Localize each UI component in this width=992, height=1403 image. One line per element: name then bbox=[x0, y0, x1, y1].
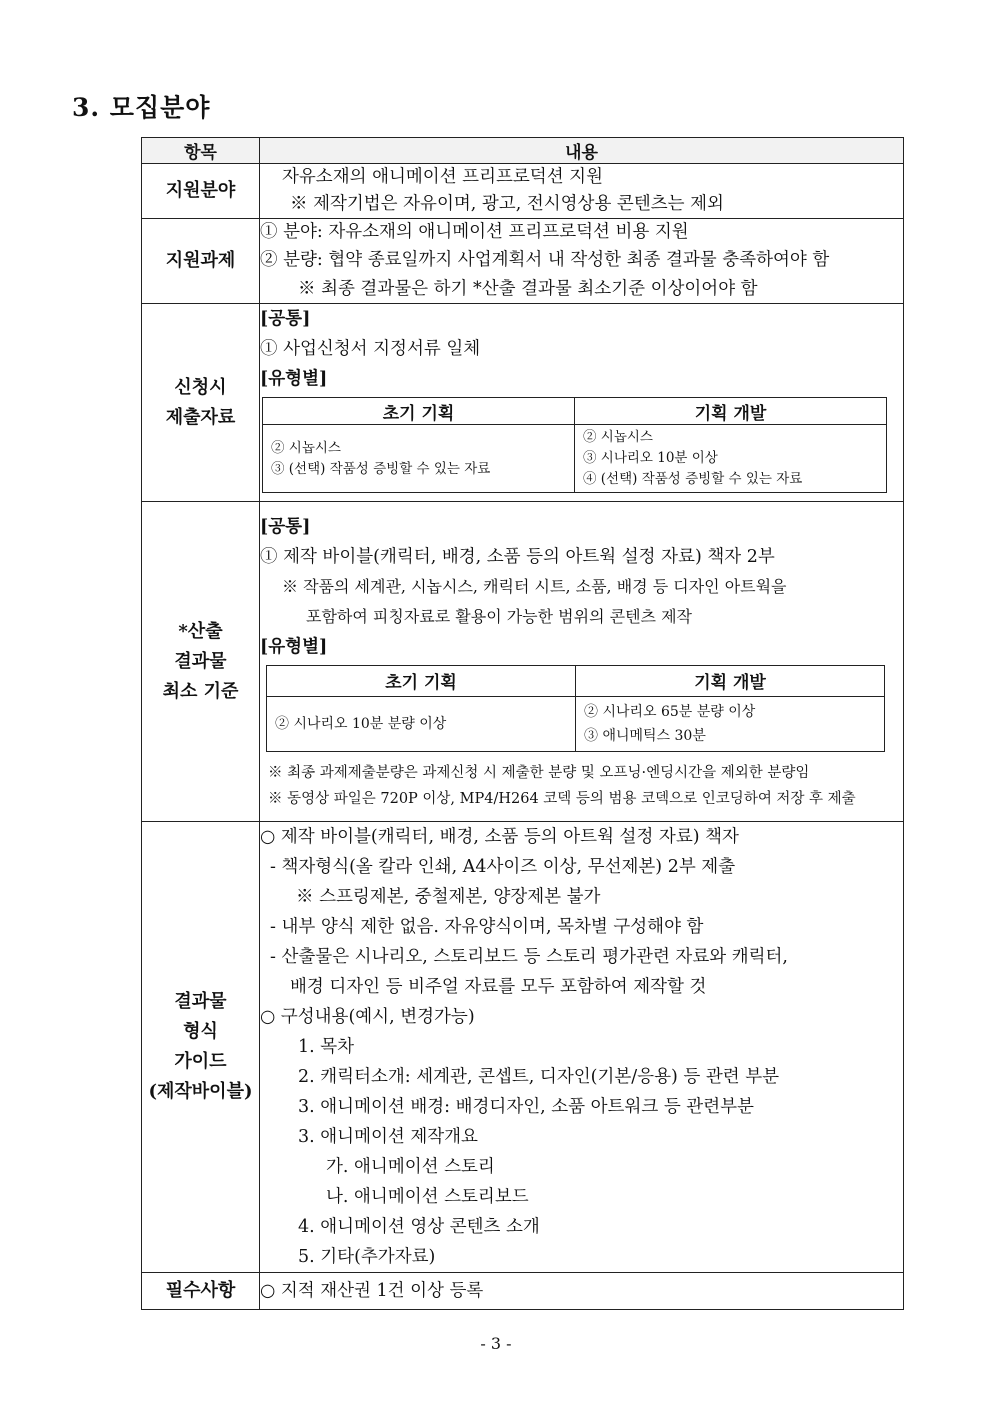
output-early-item: ② 시나리오 10분 분량 이상 bbox=[275, 715, 447, 732]
guide-line: ○ 구성내용(예시, 변경가능) bbox=[260, 1007, 475, 1027]
docs-early-item: ② 시놉시스 bbox=[271, 439, 341, 456]
docs-dev-item: ③ 시나리오 10분 이상 bbox=[583, 450, 718, 466]
docs-type-label: [유형별] bbox=[260, 369, 328, 389]
guide-header-line-4: (제작바이블) bbox=[148, 1081, 253, 1102]
table-header-row bbox=[142, 138, 904, 164]
requirements-content bbox=[260, 1273, 904, 1310]
guide-line: ○ 제작 바이블(캐릭터, 배경, 소품 등의 아트웍 설정 자료) 책자 bbox=[260, 827, 739, 847]
row-header-support-task: 지원과제 bbox=[142, 219, 260, 304]
output-early-planning-header: 초기 기획 bbox=[267, 665, 576, 696]
section-title: 3. 모집분야 bbox=[72, 93, 211, 122]
guide-line: 4. 애니메이션 영상 콘텐츠 소개 bbox=[298, 1217, 540, 1237]
docs-early-item: ③ (선택) 작품성 증빙할 수 있는 자료 bbox=[271, 460, 491, 477]
row-application-docs bbox=[142, 304, 904, 502]
guide-line: 2. 캐릭터소개: 세계관, 콘셉트, 디자인(기본/응용) 등 관련 부분 bbox=[298, 1067, 780, 1087]
support-task-line-2: ② 분량: 협약 종료일까지 사업계획서 내 작성한 최종 결과물 충족하여야 함 bbox=[260, 250, 830, 270]
guide-line: - 책자형식(올 칼라 인쇄, A4사이즈 이상, 무선제본) 2부 제출 bbox=[270, 857, 736, 877]
output-footnote-1: ※ 최종 과제제출분량은 과제신청 시 제출한 분량 및 오프닝·엔딩시간을 제외한 분량임 bbox=[268, 764, 810, 781]
support-task-content bbox=[260, 219, 904, 304]
application-docs-content bbox=[260, 304, 904, 502]
row-header-support-field: 지원분야 bbox=[142, 164, 260, 219]
support-field-content bbox=[260, 164, 904, 219]
guide-line: 3. 애니메이션 제작개요 bbox=[298, 1127, 478, 1147]
row-header-output-minimum bbox=[142, 502, 260, 822]
guide-line: - 산출물은 시나리오, 스토리보드 등 스토리 평가관련 자료와 캐릭터, bbox=[270, 947, 788, 967]
row-support-task bbox=[142, 219, 904, 304]
output-format-guide-content bbox=[260, 822, 904, 1273]
output-common-label: [공통] bbox=[260, 516, 311, 537]
guide-header-line-1: 결과물 bbox=[174, 991, 227, 1012]
guide-line: 나. 애니메이션 스토리보드 bbox=[326, 1187, 529, 1207]
row-header-requirements: 필수사항 bbox=[142, 1273, 260, 1310]
page-number: - 3 - bbox=[480, 1334, 512, 1353]
output-development-header: 기획 개발 bbox=[576, 665, 885, 696]
support-task-note: ※ 최종 결과물은 하기 *산출 결과물 최소기준 이상이어야 함 bbox=[298, 279, 758, 299]
docs-common-label: [공통] bbox=[260, 309, 311, 329]
guide-line: ※ 스프링제본, 중철제본, 양장제본 불가 bbox=[296, 887, 601, 907]
output-header-line-1: *산출 bbox=[178, 620, 223, 642]
guide-line: - 내부 양식 제한 없음. 자유양식이며, 목차별 구성해야 함 bbox=[270, 917, 704, 937]
docs-type-table bbox=[262, 397, 887, 493]
column-header-item: 항목 bbox=[142, 138, 260, 164]
row-output-minimum bbox=[142, 502, 904, 822]
docs-early-planning-cell bbox=[263, 425, 575, 493]
output-type-label: [유형별] bbox=[260, 636, 328, 657]
docs-development-cell bbox=[575, 425, 887, 493]
output-item-1: ① 제작 바이블(캐릭터, 배경, 소품 등의 아트웍 설정 자료) 책자 2부 bbox=[260, 546, 775, 567]
docs-dev-item: ④ (선택) 작품성 증빙할 수 있는 자료 bbox=[583, 471, 803, 487]
docs-development-header: 기획 개발 bbox=[575, 398, 887, 425]
row-header-application-docs bbox=[142, 304, 260, 502]
output-note-1a: ※ 작품의 세계관, 시놉시스, 캐릭터 시트, 소품, 배경 등 디자인 아트웍을 bbox=[282, 576, 787, 596]
output-note-1b: 포함하여 피칭자료로 활용이 가능한 범위의 콘텐츠 제작 bbox=[306, 606, 693, 626]
output-early-planning-cell bbox=[267, 696, 576, 751]
row-requirements bbox=[142, 1273, 904, 1310]
output-minimum-content bbox=[260, 502, 904, 822]
docs-common-item: ① 사업신청서 지정서류 일체 bbox=[260, 339, 481, 359]
guide-line: 3. 애니메이션 배경: 배경디자인, 소품 아트워크 등 관련부분 bbox=[298, 1097, 754, 1117]
output-development-cell bbox=[576, 696, 885, 751]
guide-line: 1. 목차 bbox=[298, 1037, 355, 1057]
guide-line: 배경 디자인 등 비주얼 자료를 모두 포함하여 제작할 것 bbox=[290, 977, 707, 997]
application-docs-header-line-1: 신청시 bbox=[174, 376, 227, 398]
guide-line: 5. 기타(추가자료) bbox=[298, 1247, 436, 1267]
output-type-table bbox=[266, 665, 885, 752]
docs-early-planning-header: 초기 기획 bbox=[263, 398, 575, 425]
guide-line: 가. 애니메이션 스토리 bbox=[326, 1157, 495, 1177]
recruitment-table bbox=[141, 137, 904, 1310]
row-header-output-format-guide bbox=[142, 822, 260, 1273]
support-field-note: ※ 제작기법은 자유이며, 광고, 전시영상용 콘텐츠는 제외 bbox=[290, 194, 724, 214]
docs-dev-item: ② 시놉시스 bbox=[583, 429, 653, 445]
output-header-line-3: 최소 기준 bbox=[162, 680, 239, 702]
guide-header-line-3: 가이드 bbox=[174, 1051, 227, 1072]
column-header-content: 내용 bbox=[260, 138, 904, 164]
application-docs-header-line-2: 제출자료 bbox=[165, 406, 236, 428]
guide-header-line-2: 형식 bbox=[183, 1021, 218, 1042]
output-header-line-2: 결과물 bbox=[174, 650, 227, 672]
row-output-format-guide bbox=[142, 822, 904, 1273]
output-dev-item: ② 시나리오 65분 분량 이상 bbox=[584, 703, 756, 720]
output-footnote-2: ※ 동영상 파일은 720P 이상, MP4/H264 코덱 등의 범용 코덱으로 인코딩하여 저장 후 제출 bbox=[268, 790, 856, 807]
row-support-field bbox=[142, 164, 904, 219]
output-dev-item: ③ 애니메틱스 30분 bbox=[584, 727, 706, 744]
support-task-line-1: ① 분야: 자유소재의 애니메이션 프리프로덕션 비용 지원 bbox=[260, 222, 689, 242]
support-field-line-1: 자유소재의 애니메이션 프리프로덕션 지원 bbox=[282, 167, 603, 187]
requirements-line: ○ 지적 재산권 1건 이상 등록 bbox=[260, 1281, 484, 1301]
